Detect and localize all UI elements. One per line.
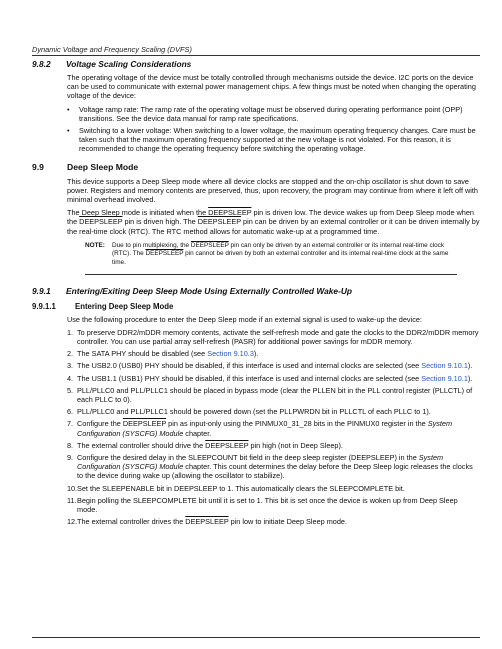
- section-number: 9.9.1: [32, 285, 51, 296]
- step-text: PLL/PLLC0 and PLL/PLLC1 should be powered down (set the PLLPWRDN bit in PLLCTL of each PLLC to 1).: [77, 407, 431, 417]
- procedure-steps: [67, 328, 480, 527]
- footer-rule: [32, 637, 480, 638]
- note-label: NOTE:: [85, 241, 105, 249]
- bullet-item: • Switching to a lower voltage: When switching to a lower voltage, the maximum operating frequency changes. Care must be taken such that the maximum operating frequency supported at the new voltage is not violated. For this reason, it is recommended to change the operating frequency before switching the operating voltage.: [67, 126, 480, 154]
- list-item: [67, 484, 480, 493]
- section-number: 9.9.1.1: [32, 301, 56, 311]
- section-9-8-2-body: [32, 73, 480, 154]
- text-run: ).: [253, 349, 259, 359]
- deepsleep-signal: DEEPSLEEP: [122, 419, 167, 429]
- step-number: 11.: [67, 495, 77, 505]
- text-run: The SATA PHY should be disabled (see: [77, 349, 208, 359]
- text-run: pin is driven high. The: [122, 217, 198, 227]
- deepsleep-signal: DEEPSLEEP: [185, 517, 229, 527]
- step-number: 5.: [67, 385, 74, 395]
- section-9-8-2-heading: [32, 59, 480, 69]
- list-item: [67, 361, 480, 370]
- section-9-9-1-heading: [32, 286, 480, 296]
- step-number: 10.: [67, 483, 78, 493]
- section-9-9-1-1-body: [32, 315, 480, 527]
- deepsleep-signal: DEEPSLEEP: [197, 217, 242, 227]
- bullet-list: [67, 105, 480, 154]
- text-run: The Deep Sleep mode is initiated when the: [67, 208, 209, 218]
- step-number: 7.: [67, 419, 74, 429]
- text-run: pin cannot be driven by both an external controller and its internal real-time clock at the same time.: [112, 250, 449, 267]
- step-text: PLL/PLLC0 and PLL/PLLC1 should be placed in bypass mode (clear the PLLEN bit in the PLL control register (PLLCTL) of each PLLC to 0).: [77, 385, 473, 405]
- paragraph: Use the following procedure to enter the Deep Sleep mode if an external signal is used to wake-up the device:: [67, 314, 422, 324]
- page-content: [32, 59, 480, 529]
- step-text: [77, 453, 480, 481]
- text-run: The USB1.1 (USB1) PHY should be disabled, if this interface is used and internal clocks are selected (see: [77, 373, 422, 383]
- step-number: 8.: [67, 440, 74, 450]
- step-text: [77, 441, 480, 450]
- text-run: pin low to initiate Deep Sleep mode.: [228, 517, 348, 527]
- text-run: Configure the: [77, 419, 123, 429]
- deepsleep-signal: DEEPSLEEP: [208, 208, 252, 218]
- step-number: 3.: [67, 361, 74, 371]
- list-item: [67, 328, 480, 346]
- text-run: pin as input-only using the PINMUX0_31_28 bits in the PINMUX0 register in the: [166, 419, 428, 429]
- text-run: pin is driven low. The device wakes up from Deep Sleep mode when the: [67, 208, 474, 227]
- text-run: The USB2.0 (USB0) PHY should be disabled, if this interface is used and internal clocks are selected (see: [77, 361, 422, 371]
- section-9-9-heading: [32, 162, 480, 172]
- deepsleep-signal: DEEPSLEEP: [145, 250, 184, 258]
- bullet-item: • Voltage ramp rate: The ramp rate of the operating voltage must be observed during operating performance point (OPP) transitions. See the device data manual for ramp rate specifications.: [67, 105, 480, 123]
- step-number: 9.: [67, 453, 74, 463]
- list-item: [67, 453, 480, 481]
- deepsleep-signal: DEEPSLEEP: [79, 217, 123, 227]
- list-item: [67, 419, 480, 437]
- section-9-9-1-1-heading: [32, 302, 480, 311]
- section-title: Entering/Exiting Deep Sleep Mode Using Externally Controlled Wake-Up: [66, 285, 353, 296]
- list-item: [67, 374, 480, 383]
- text-run: pin high (not in Deep Sleep).: [248, 440, 343, 450]
- section-9-9-body: [32, 177, 480, 236]
- text-run: pin can only be driven by an external controller or its internal real-time clock (RTC). The: [112, 241, 445, 258]
- list-item: [67, 517, 480, 526]
- step-text: [77, 361, 480, 370]
- step-text: To preserve DDR2/mDDR memory contents, activate the self-refresh mode and gate the clocks to the DDR2/mDDR memory controller. You can use partial array self-refresh (PASR) for additional power savings for mDDR memory.: [77, 327, 479, 347]
- chapter-reference: System Configuration (SYSCFG) Module: [77, 453, 444, 472]
- step-number: 4.: [67, 373, 74, 383]
- deepsleep-signal: DEEPSLEEP: [205, 440, 249, 450]
- list-item: [67, 496, 480, 514]
- section-link[interactable]: Section 9.10.3: [207, 349, 254, 359]
- text-run: The external controller should drive the: [77, 440, 206, 450]
- text-run: chapter.: [183, 428, 212, 438]
- step-text: [77, 517, 480, 526]
- step-text: Begin polling the SLEEPCOMPLETE bit until it is set to 1. This bit is set once the device is woken up from Deep Sleep mode.: [77, 495, 458, 515]
- note-box: [85, 242, 480, 268]
- list-item: [67, 349, 480, 358]
- text-run: ).: [467, 373, 473, 383]
- section-title: Entering Deep Sleep Mode: [75, 301, 174, 311]
- text-run: Due to pin multiplexing, the: [112, 241, 191, 249]
- list-item: [67, 386, 480, 404]
- chapter-reference: System Configuration (SYSCFG) Module: [77, 419, 453, 438]
- section-title: Voltage Scaling Considerations: [66, 59, 192, 69]
- text-run: pin can be driven by an external controller or it can be driven internally by the real-time clock (RTC). The RTC method allows for automatic wake-up at a programmed time.: [67, 217, 480, 236]
- step-text: [77, 419, 480, 437]
- deepsleep-signal: DEEPSLEEP: [190, 241, 229, 249]
- text-run: ).: [467, 361, 473, 371]
- step-number: 12.: [67, 517, 78, 527]
- text-run: The external controller drives the: [77, 517, 186, 527]
- note-text: [112, 242, 457, 268]
- section-link[interactable]: Section 9.10.1: [421, 373, 468, 383]
- step-number: 1.: [67, 327, 74, 337]
- paragraph: This device supports a Deep Sleep mode where all device clocks are stopped and the on-chip oscillator is shut down to save power. Registers and memory contents are preserved, thus, upon recovery, the program may continue from where it left off with minimal overhead involved.: [67, 176, 478, 205]
- text-run: Configure the desired delay in the SLEEPCOUNT bit field in the deep sleep register (DEEPSLEEP) in the: [77, 453, 419, 463]
- note-rule: [85, 274, 457, 275]
- section-title: Deep Sleep Mode: [67, 161, 139, 172]
- section-number: 9.8.2: [32, 59, 51, 69]
- step-number: 6.: [67, 407, 74, 417]
- list-item: [67, 441, 480, 450]
- paragraph: The operating voltage of the device must be totally controlled through mechanisms outside the device. I2C ports on the device can be used to communicate with external power management chips. A few things must be noted when changing the operating voltage of the device:: [67, 73, 476, 101]
- step-text: Set the SLEEPENABLE bit in DEEPSLEEP to 1. This automatically clears the SLEEPCOMPLETE bit.: [77, 483, 405, 493]
- step-text: [77, 349, 480, 358]
- paragraph: [67, 208, 480, 236]
- step-text: [77, 374, 480, 383]
- list-item: [67, 407, 480, 416]
- text-run: chapter. This count determines the delay before the Deep Sleep logic releases the clocks to the device during wake up (allowing the oscillator to stabilize).: [77, 462, 473, 481]
- running-header: Dynamic Voltage and Frequency Scaling (DVFS): [32, 45, 192, 54]
- header-rule: [32, 55, 480, 56]
- section-number: 9.9: [32, 161, 44, 172]
- section-link[interactable]: Section 9.10.1: [421, 361, 468, 371]
- step-number: 2.: [67, 349, 74, 359]
